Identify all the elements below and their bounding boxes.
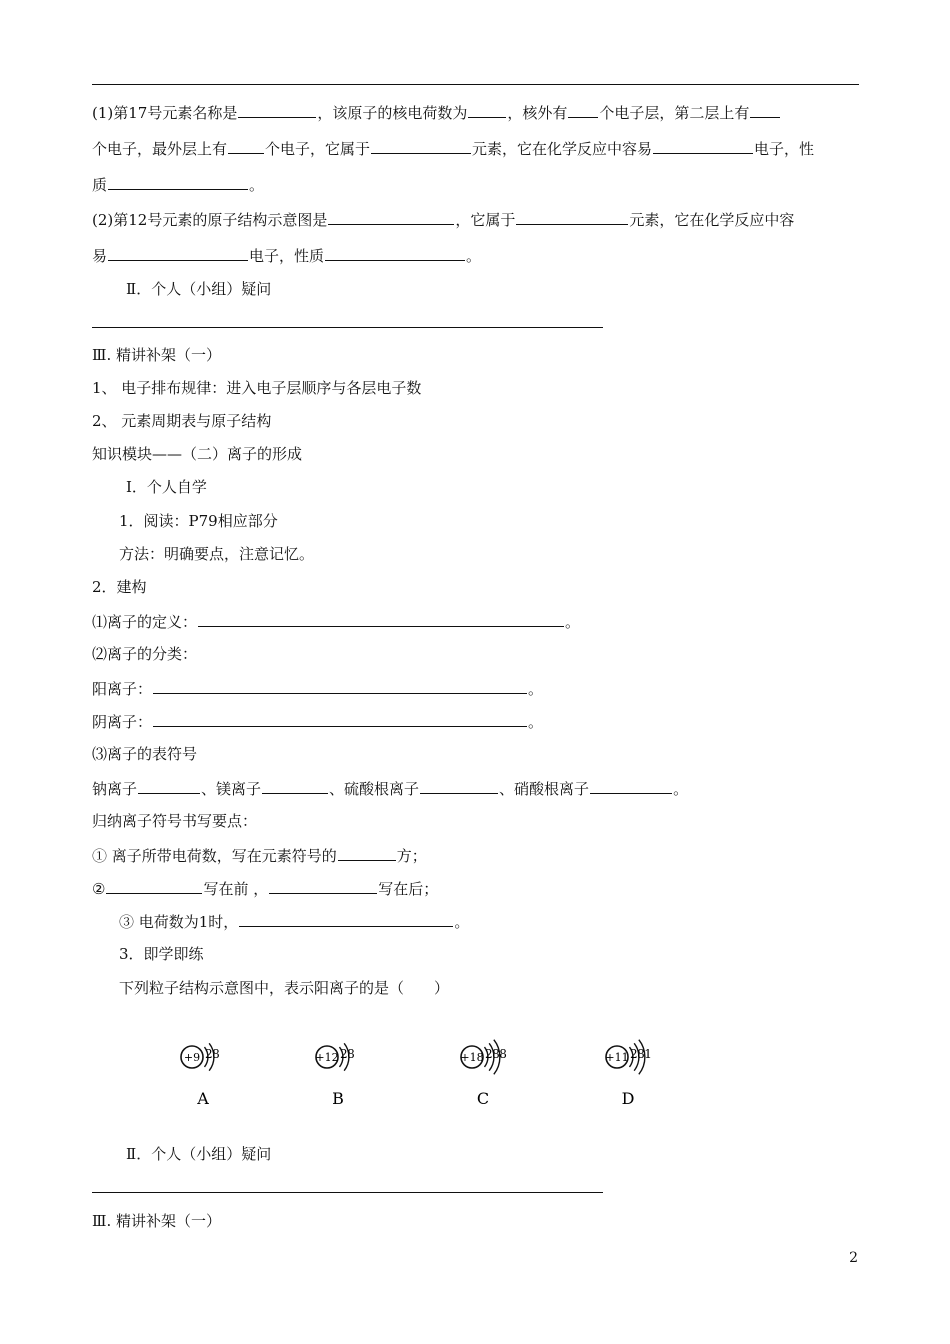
option-2[interactable] xyxy=(445,1032,525,1112)
q1-text: 。 xyxy=(249,176,265,194)
option-0[interactable] xyxy=(165,1032,245,1112)
lecture-heading-2: Ⅲ. 精讲补架（一） xyxy=(92,1212,222,1230)
rule-3 xyxy=(119,911,469,932)
rule-2-text: ② xyxy=(92,880,106,898)
header-rule xyxy=(92,84,859,85)
sodium-ion-label: 钠离子 xyxy=(92,780,138,798)
electron-counts: 28 xyxy=(340,1047,355,1061)
q1-line-1 xyxy=(92,102,781,123)
q1-line-3 xyxy=(92,174,264,195)
ion-definition-label: ⑴离子的定义： xyxy=(92,613,198,631)
option-3[interactable] xyxy=(590,1032,670,1112)
rule-2-text: 写在后； xyxy=(378,880,439,898)
blank-sulfate-ion[interactable] xyxy=(420,778,498,794)
q2-line-1 xyxy=(92,209,794,230)
blank-gain-lose[interactable] xyxy=(653,138,753,154)
ion-definition-line xyxy=(92,611,580,632)
personal-questions-heading: Ⅱ．个人（小组）疑问 xyxy=(126,280,272,298)
q1-text: ，该原子的核电荷数为 xyxy=(317,104,468,122)
blank-magnesium-ion[interactable] xyxy=(262,778,328,794)
practice-heading: 3．即学即练 xyxy=(119,945,204,963)
q1-text: 个电子层，第二层上有 xyxy=(599,104,750,122)
q1-text: 元素，它在化学反应中容易 xyxy=(472,140,653,158)
blank-cation[interactable] xyxy=(153,678,527,694)
blank-written-after[interactable] xyxy=(269,878,377,894)
blank-charge-one[interactable] xyxy=(239,911,453,927)
rule-2-text: 写在前 ， xyxy=(203,880,269,898)
rule-1-text: 方； xyxy=(396,847,427,865)
q1-text: (1)第17号元素名称是 xyxy=(92,104,238,122)
rule-2 xyxy=(92,878,438,899)
practice-question: 下列粒子结构示意图中，表示阳离子的是（ ） xyxy=(119,979,450,997)
electron-counts: 288 xyxy=(485,1047,507,1061)
q2-line-2 xyxy=(92,245,481,266)
cation-label: 阳离子： xyxy=(92,680,153,698)
lecture-item-2: 2、 元素周期表与原子结构 xyxy=(92,412,272,430)
atom-diagram-icon xyxy=(445,1032,525,1112)
blank-element-name[interactable] xyxy=(238,102,316,118)
magnesium-ion-label: 、镁离子 xyxy=(201,780,262,798)
blank-element-type[interactable] xyxy=(371,138,471,154)
nucleus-charge: +18 xyxy=(460,1051,484,1064)
blank-sodium-ion[interactable] xyxy=(138,778,200,794)
blank-gain-lose-2[interactable] xyxy=(108,245,248,261)
sulfate-ion-label: 、硫酸根离子 xyxy=(329,780,420,798)
nucleus-charge: +9 xyxy=(183,1051,201,1064)
ion-symbols-line xyxy=(92,778,688,799)
blank-property-2[interactable] xyxy=(325,245,465,261)
page-number: 2 xyxy=(849,1250,858,1266)
option-label: C xyxy=(476,1089,490,1108)
blank-outer-shell[interactable] xyxy=(228,138,264,154)
option-1[interactable] xyxy=(300,1032,380,1112)
period: 。 xyxy=(673,780,689,798)
blank-structure-diagram[interactable] xyxy=(328,209,454,225)
personal-questions-heading-2: Ⅱ．个人（小组）疑问 xyxy=(126,1145,272,1163)
atom-diagram-icon xyxy=(590,1032,670,1112)
nucleus-charge: +11 xyxy=(605,1051,629,1064)
answer-line[interactable] xyxy=(92,327,603,328)
method-instruction: 方法：明确要点，注意记忆。 xyxy=(119,545,315,563)
blank-nuclear-charge[interactable] xyxy=(468,102,506,118)
q2-text: 元素，它在化学反应中容 xyxy=(629,211,795,229)
module-title: 知识模块——（二）离子的形成 xyxy=(92,445,303,463)
q1-text: 个电子，它属于 xyxy=(265,140,371,158)
q2-text: 易 xyxy=(92,247,108,265)
ion-classification-label: ⑵离子的分类： xyxy=(92,645,198,663)
q1-text: 电子，性 xyxy=(754,140,815,158)
q1-line-2 xyxy=(92,138,814,159)
q2-text: 。 xyxy=(466,247,482,265)
blank-written-before[interactable] xyxy=(106,878,202,894)
option-label: A xyxy=(197,1089,209,1108)
cation-line xyxy=(92,678,543,699)
nucleus-charge: +12 xyxy=(315,1051,339,1064)
lecture-heading: Ⅲ. 精讲补架（一） xyxy=(92,346,222,364)
q1-text: 个电子，最外层上有 xyxy=(92,140,228,158)
q2-text: (2)第12号元素的原子结构示意图是 xyxy=(92,211,328,229)
lecture-item-1: 1、 电子排布规律：进入电子层顺序与各层电子数 xyxy=(92,379,422,397)
build-heading: 2．建构 xyxy=(92,578,147,596)
rule-3-text: ③ 电荷数为1时， xyxy=(119,913,239,931)
q2-text: ，它属于 xyxy=(455,211,516,229)
blank-anion[interactable] xyxy=(153,711,527,727)
blank-nitrate-ion[interactable] xyxy=(590,778,672,794)
answer-line-2[interactable] xyxy=(92,1192,603,1193)
self-study-heading: Ⅰ．个人自学 xyxy=(126,478,207,496)
rule-1-text: ① 离子所带电荷数，写在元素符号的 xyxy=(92,847,337,865)
blank-element-type-2[interactable] xyxy=(516,209,628,225)
q2-text: 电子，性质 xyxy=(249,247,325,265)
nitrate-ion-label: 、硝酸根离子 xyxy=(499,780,590,798)
rule-1 xyxy=(92,845,427,866)
summary-heading: 归纳离子符号书写要点： xyxy=(92,812,258,830)
period: 。 xyxy=(528,713,544,731)
blank-property[interactable] xyxy=(108,174,248,190)
option-label: B xyxy=(332,1089,344,1108)
rule-3-text: 。 xyxy=(454,913,470,931)
electron-counts: 28 xyxy=(205,1047,220,1061)
q1-text: ，核外有 xyxy=(507,104,568,122)
electron-counts: 281 xyxy=(630,1047,652,1061)
period: 。 xyxy=(565,613,581,631)
period: 。 xyxy=(528,680,544,698)
blank-shell-count[interactable] xyxy=(568,102,598,118)
blank-ion-definition[interactable] xyxy=(198,611,564,627)
q1-text: 质 xyxy=(92,176,108,194)
atom-diagram-icon xyxy=(165,1032,245,1112)
blank-charge-position[interactable] xyxy=(338,845,396,861)
blank-second-shell[interactable] xyxy=(750,102,780,118)
anion-line xyxy=(92,711,543,732)
reading-instruction: 1．阅读：P79相应部分 xyxy=(119,512,278,530)
ion-symbols-heading: ⑶离子的表符号 xyxy=(92,745,198,763)
anion-label: 阴离子： xyxy=(92,713,153,731)
atom-diagram-icon xyxy=(300,1032,380,1112)
option-label: D xyxy=(621,1089,635,1108)
